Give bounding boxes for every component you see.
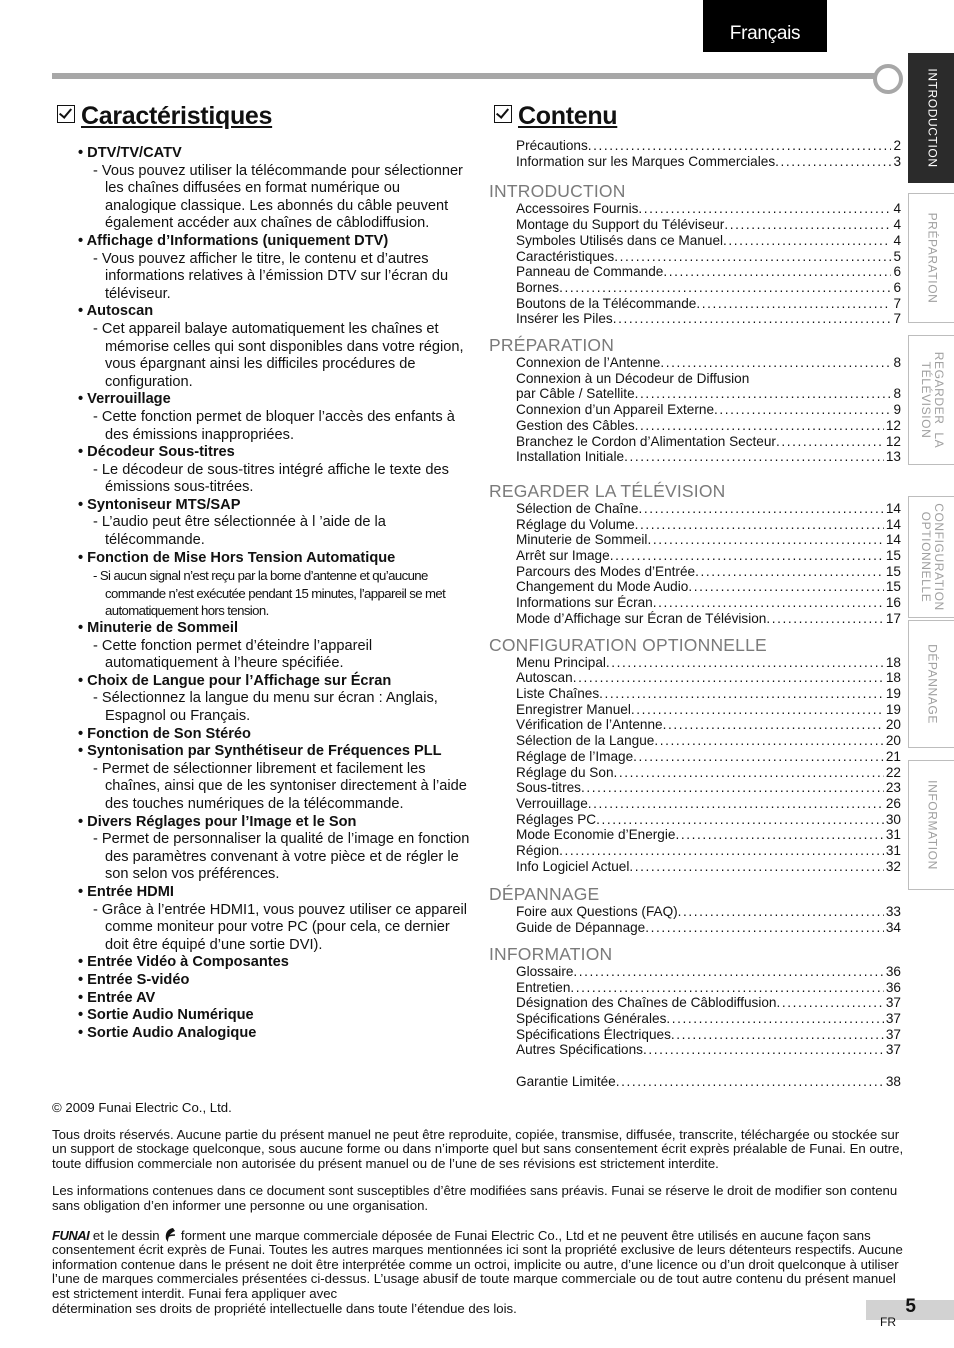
toc-entry [489, 1011, 901, 1027]
side-tab-5[interactable] [908, 620, 954, 748]
feature-description: - Le décodeur de sous-titres intégré affiche le texte des émissions sous-titrées. [78, 462, 473, 497]
toc-entry [489, 532, 901, 548]
toc-entry-label: Gestion des Câbles [516, 417, 635, 433]
funai-logo: FUNAI [52, 1227, 90, 1243]
toc-leader-dots [647, 532, 883, 548]
toc-entry-page: 23 [885, 780, 901, 796]
toc-leader-dots [638, 501, 883, 517]
toc-entry [489, 402, 901, 418]
trademark-notice [52, 1227, 904, 1317]
contents-title: Contenu [494, 102, 617, 131]
toc-entry [489, 1027, 901, 1043]
toc-entry [489, 717, 901, 733]
toc-entry-page: 36 [885, 963, 901, 979]
toc-entry-label: Réglages PC [516, 811, 597, 827]
toc-entry-label: Boutons de la Télécommande [516, 295, 697, 311]
toc-entry-label: Réglage de l’Image [516, 748, 634, 764]
feature-description: - Grâce à l’entrée HDMI1, vous pouvez utiliser ce appareil comme moniteur pour votre PC (pour cela, ce dernier doit être équipé d’une sortie DVI). [78, 902, 473, 955]
toc-entry-page: 30 [885, 811, 901, 827]
toc-entry [489, 1058, 901, 1074]
toc-leader-dots [616, 1074, 884, 1090]
toc-entry-label: Désignation des Chaînes de Câblodiffusion [516, 995, 777, 1011]
toc-entry [489, 702, 901, 718]
toc-entry [489, 670, 901, 686]
feature-title: • Syntonisation par Synthétiseur de Fréquences PLL [78, 743, 473, 761]
feature-description: - Cette fonction permet d’éteindre l’appareil automatiquement à l’heure spécifiée. [78, 638, 473, 673]
toc-entry [489, 843, 901, 859]
toc-entry-page: 22 [885, 764, 901, 780]
toc-entry-page: 31 [885, 843, 901, 859]
feature-title: • Autoscan [78, 303, 473, 321]
toc-leader-dots [660, 355, 891, 371]
toc-entry-page: 19 [885, 685, 901, 701]
toc-entry-label: Garantie Limitée [516, 1073, 616, 1089]
header-rule-end-circle [873, 64, 903, 94]
toc-entry-page: 15 [885, 579, 901, 595]
side-tab-1[interactable] [908, 53, 954, 183]
toc-leader-dots [724, 217, 891, 233]
toc-entry [489, 611, 901, 627]
toc-leader-dots [588, 796, 884, 812]
features-list [78, 145, 473, 1042]
table-of-contents [489, 138, 901, 1089]
toc-leader-dots [573, 670, 884, 686]
copyright: © 2009 Funai Electric Co., Ltd. [52, 1100, 232, 1115]
toc-entry-page: 6 [893, 279, 901, 295]
toc-entry-label: Réglage du Son [516, 764, 614, 780]
toc-leader-dots [645, 920, 884, 936]
toc-entry-label: Minuterie de Sommeil [516, 532, 648, 548]
toc-entry-page: 18 [885, 670, 901, 686]
toc-entry-page: 37 [885, 1042, 901, 1058]
toc-entry [489, 217, 901, 233]
feature-title: • Choix de Langue pour l’Affichage sur Écran [78, 673, 473, 691]
trademark-text: et le dessin [89, 1227, 164, 1243]
toc-entry-label: Autoscan [516, 670, 573, 686]
toc-entry-page: 37 [885, 1026, 901, 1042]
toc-entry [489, 371, 901, 387]
feature-title: • Affichage d’Informations (uniquement DTV) [78, 233, 473, 251]
features-title: Caractéristiques [57, 102, 272, 131]
toc-leader-dots [638, 201, 891, 217]
toc-leader-dots [643, 1042, 884, 1058]
toc-section-heading: DÉPANNAGE [489, 884, 600, 905]
toc-leader-dots [613, 311, 892, 327]
toc-entry [489, 995, 901, 1011]
toc-entry [489, 904, 901, 920]
toc-entry-label: Entretien [516, 979, 571, 995]
toc-section-heading: PRÉPARATION [489, 335, 615, 356]
toc-entry-label: Connexion d’un Appareil Externe [516, 402, 714, 418]
toc-entry-label: Verrouillage [516, 795, 588, 811]
toc-entry-label: Mode d’Affichage sur Écran de Télévision [516, 610, 767, 626]
toc-section-heading: REGARDER LA TÉLÉVISION [489, 480, 726, 501]
side-tab-label: INFORMATION [925, 780, 939, 870]
toc-entry-label: Information sur les Marques Commerciales [516, 153, 776, 169]
toc-entry [489, 733, 901, 749]
toc-entry [489, 418, 901, 434]
toc-section-heading: INTRODUCTION [489, 181, 626, 202]
toc-leader-dots [599, 686, 884, 702]
toc-entry [489, 355, 901, 371]
toc-leader-dots [614, 765, 884, 781]
modification-notice: Les informations contenues dans ce document sont susceptibles d’être modifiées sans préavis. Funai se réserve le droit de modifier son contenu sans obligation d’en informer une personne ou une organisation. [52, 1183, 898, 1213]
toc-entry-page: 15 [885, 548, 901, 564]
toc-entry [489, 501, 901, 517]
toc-entry-label: Glossaire [516, 963, 574, 979]
toc-entry-page: 4 [893, 232, 901, 248]
toc-entry-label: Réglage du Volume [516, 516, 635, 532]
toc-entry-label: Liste Chaînes [516, 685, 600, 701]
toc-entry-label: Guide de Dépannage [516, 920, 646, 936]
toc-entry-page: 14 [885, 500, 901, 516]
toc-entry-label: Connexion de l’Antenne [516, 355, 661, 371]
toc-entry-label: Menu Principal [516, 654, 606, 670]
toc-entry-page: 21 [885, 748, 901, 764]
toc-entry-page: 32 [885, 858, 901, 874]
toc-entry [489, 233, 901, 249]
toc-entry [489, 812, 901, 828]
feature-title: • Fonction de Son Stéréo [78, 726, 473, 744]
feature-title: • Sortie Audio Analogique [78, 1025, 473, 1043]
toc-entry-page: 15 [885, 563, 901, 579]
toc-entry [489, 780, 901, 796]
toc-entry [489, 386, 901, 402]
feature-title: • Syntoniseur MTS/SAP [78, 497, 473, 515]
toc-entry-page: 36 [885, 979, 901, 995]
feature-description: - Sélectionnez la langue du menu sur écran : Anglais, Espagnol ou Français. [78, 690, 473, 725]
toc-leader-dots [588, 138, 892, 154]
toc-leader-dots [573, 964, 883, 980]
toc-entry-page: 4 [893, 201, 901, 217]
header-rule [52, 73, 878, 79]
feature-description: - Cette fonction permet de bloquer l’accès des enfants à des émissions inappropriées. [78, 409, 473, 444]
toc-entry-page: 9 [893, 402, 901, 418]
toc-leader-dots [688, 579, 884, 595]
toc-entry-page: 14 [885, 532, 901, 548]
toc-entry-page: 16 [885, 595, 901, 611]
toc-leader-dots [766, 611, 884, 627]
toc-entry [489, 1042, 901, 1058]
toc-entry [489, 138, 901, 154]
toc-entry-label: Sélection de Chaîne [516, 500, 639, 516]
side-tab-3[interactable] [908, 335, 954, 465]
trademark-text: détermination ses droits de propriété intellectuelle dans toute l’étendue des lois. [52, 1300, 517, 1316]
toc-leader-dots [596, 812, 884, 828]
footer [52, 1101, 904, 1316]
checkbox-icon [57, 105, 75, 123]
toc-entry [489, 311, 901, 327]
toc-entry-page: 6 [893, 264, 901, 280]
toc-entry-page: 2 [893, 138, 901, 153]
side-tab-label: DÉPANNAGE [925, 644, 939, 724]
toc-entry-label: Parcours des Modes d’Entrée [516, 563, 696, 579]
toc-entry [489, 517, 901, 533]
feature-title: • Divers Réglages pour l’Image et le Son [78, 814, 473, 832]
toc-entry-label: Symboles Utilisés dans ce Manuel [516, 232, 724, 248]
toc-entry [489, 264, 901, 280]
toc-entry [489, 249, 901, 265]
toc-entry [489, 280, 901, 296]
toc-leader-dots [635, 386, 892, 402]
toc-entry-label: Bornes [516, 279, 560, 295]
toc-entry-label: Vérification de l’Antenne [516, 717, 663, 733]
feature-title: • Sortie Audio Numérique [78, 1007, 473, 1025]
side-tab-label: REGARDER LA TÉLÉVISION [918, 351, 946, 449]
toc-leader-dots [776, 995, 883, 1011]
toc-entry-label: Montage du Support du Téléviseur [516, 217, 725, 233]
toc-leader-dots [678, 904, 884, 920]
toc-entry-label: Connexion à un Décodeur de Diffusion [516, 370, 750, 386]
toc-entry [489, 859, 901, 875]
toc-leader-dots [663, 717, 884, 733]
toc-entry-label: Panneau de Commande [516, 264, 664, 280]
toc-entry [489, 765, 901, 781]
toc-leader-dots [723, 233, 891, 249]
feature-description: - Vous pouvez afficher le titre, le contenu et d’autres informations relatives à l’émission DTV sur l’écran du téléviseur. [78, 251, 473, 304]
toc-leader-dots [581, 780, 884, 796]
feature-description: - Vous pouvez utiliser la télécommande pour sélectionner les chaînes diffusées en format numérique ou analogique classique. Les abonnés du câble peuvent également accéder aux chaînes de câblodiffusion. [78, 163, 473, 233]
toc-entry-page: 38 [885, 1073, 901, 1089]
feature-title: • Minuterie de Sommeil [78, 620, 473, 638]
toc-entry-label: Arrêt sur Image [516, 548, 610, 564]
toc-leader-dots [606, 655, 884, 671]
toc-leader-dots [695, 564, 884, 580]
toc-entry-label: Enregistrer Manuel [516, 701, 631, 717]
feature-description: - Cet appareil balaye automatiquement les chaînes et mémorise celles qui sont disponibles dans votre région, vous épargnant ainsi les difficiles procédures de configuration. [78, 321, 473, 391]
toc-entry-page: 12 [885, 417, 901, 433]
page-number: 5 [905, 1296, 916, 1317]
toc-entry-page: 3 [893, 153, 901, 169]
toc-entry-page: 20 [885, 733, 901, 749]
toc-leader-dots [653, 595, 884, 611]
toc-section-heading: INFORMATION [489, 943, 613, 964]
toc-entry-page: 8 [893, 355, 901, 371]
side-tab-label: INTRODUCTION [925, 68, 939, 168]
toc-entry-label: par Câble / Satellite [516, 386, 635, 402]
toc-entry-page: 37 [885, 995, 901, 1011]
side-tab-label: CONFIGURATION OPTIONNELLE [918, 503, 946, 611]
toc-entry-page: 12 [885, 433, 901, 449]
toc-entry-label: Insérer les Piles [516, 311, 613, 327]
feature-title: • Entrée Vidéo à Composantes [78, 954, 473, 972]
toc-entry [489, 595, 901, 611]
side-tab-label: PRÉPARATION [925, 212, 939, 304]
toc-entry [489, 449, 901, 465]
funai-design-icon [163, 1227, 177, 1243]
toc-entry-page: 20 [885, 717, 901, 733]
feature-title: • Entrée S-vidéo [78, 972, 473, 990]
toc-leader-dots [663, 264, 891, 280]
toc-entry-label: Spécifications Électriques [516, 1026, 671, 1042]
toc-entry-page: 33 [885, 904, 901, 920]
toc-entry-label: Changement du Mode Audio [516, 579, 689, 595]
toc-entry-page: 8 [893, 386, 901, 402]
feature-description: - Si aucun signal n’est reçu par la borne d’antenne et qu’aucune commande n’est exécutée pendant 15 minutes, l’appareil se met automatiquement hors tension. [78, 567, 473, 620]
toc-entry-label: Mode Economie d’Energie [516, 827, 676, 843]
language-tab: Français [703, 0, 827, 52]
checkbox-icon [494, 105, 512, 123]
toc-leader-dots [610, 548, 884, 564]
toc-leader-dots [671, 1027, 884, 1043]
toc-entry [489, 827, 901, 843]
toc-leader-dots [654, 733, 884, 749]
toc-entry [489, 201, 901, 217]
toc-leader-dots [624, 449, 884, 465]
toc-entry-page: 14 [885, 516, 901, 532]
toc-entry [489, 749, 901, 765]
feature-title: • DTV/TV/CATV [78, 145, 473, 163]
toc-leader-dots [696, 296, 891, 312]
feature-title: • Fonction de Mise Hors Tension Automatique [78, 550, 473, 568]
toc-leader-dots [714, 402, 891, 418]
toc-entry-page: 34 [885, 920, 901, 936]
toc-leader-dots [633, 749, 884, 765]
toc-leader-dots [675, 827, 883, 843]
toc-entry-page: 31 [885, 827, 901, 843]
toc-entry-label: Foire aux Questions (FAQ) [516, 904, 678, 920]
side-tab-2[interactable] [908, 193, 954, 323]
toc-leader-dots [570, 980, 883, 996]
toc-entry-label: Info Logiciel Actuel [516, 858, 630, 874]
feature-title: • Entrée AV [78, 990, 473, 1008]
side-tab-4[interactable] [908, 496, 954, 618]
toc-entry [489, 1074, 901, 1090]
toc-leader-dots [559, 280, 891, 296]
toc-entry-page: 18 [885, 654, 901, 670]
toc-leader-dots [635, 517, 884, 533]
feature-description: - Permet de sélectionner librement et facilement les chaînes, ainsi que de les syntoniser directement à l’aide des touches numériques de la télécommande. [78, 761, 473, 814]
toc-entry-label: Sous-titres [516, 780, 581, 796]
toc-entry-label: Accessoires Fournis [516, 201, 639, 217]
toc-entry-label: Caractéristiques [516, 248, 615, 264]
toc-entry-page: 4 [893, 217, 901, 233]
toc-entry [489, 655, 901, 671]
toc-leader-dots [629, 859, 884, 875]
toc-entry-page: 7 [893, 311, 901, 327]
side-tab-6[interactable] [908, 760, 954, 890]
toc-entry-label: Installation Initiale [516, 449, 625, 465]
toc-leader-dots [666, 1011, 884, 1027]
toc-entry-page: 26 [885, 795, 901, 811]
rights-notice: Tous droits réservés. Aucune partie du présent manuel ne peut être reproduite, copiée, transmise, diffusée, transcrite, téléchargée ou stockée sur un support de stockage quelconque, sous aucune forme ou dans n’importe quel but sans consentement écrit exprès préalable de Funai. En outre, toute diffusion commerciale non autorisée du présent manuel ou de l’une de ses révisions est strictement interdite. [52, 1126, 904, 1171]
toc-entry [489, 548, 901, 564]
trademark-text: forment une marque commerciale déposée de Funai Electric Co., Ltd et ne peuvent être utilisés en aucune façon sans consentement écrit exprès de Funai. Toutes les autres marques mentionnées ici sont la propriété exclusive de leurs détenteurs respectifs. Aucune information contenue dans le présent ne doit être interprétée comme un octroi, implicite ou autre, d’une licence ou d’un droit quelconque à utiliser l’une de marques commerciales présentées ci-dessus. L’usage abusif de toute marque commerciale ou de tout autre contenu du présent manuel est strictement interdit. Funai fera appliquer avec [52, 1227, 903, 1301]
toc-entry-page: 37 [885, 1010, 901, 1026]
toc-leader-dots [635, 418, 884, 434]
toc-leader-dots [775, 154, 891, 170]
toc-entry-page: 13 [885, 449, 901, 465]
toc-entry [489, 434, 901, 450]
feature-description: - Permet de personnaliser la qualité de l’image en fonction des paramètres convenant à votre pièce et de régler le son selon vos préférences. [78, 831, 473, 884]
toc-entry-page: 17 [885, 610, 901, 626]
toc-leader-dots [631, 702, 884, 718]
feature-description: - L’audio peut être sélectionnée à l ’aide de la télécommande. [78, 514, 473, 549]
toc-entry [489, 686, 901, 702]
toc-entry-label: Précautions [516, 138, 588, 153]
toc-entry [489, 154, 901, 170]
toc-entry-label: Région [516, 843, 560, 859]
toc-entry [489, 296, 901, 312]
toc-entry [489, 579, 901, 595]
toc-entry [489, 964, 901, 980]
toc-entry-page: 19 [885, 701, 901, 717]
toc-entry [489, 920, 901, 936]
feature-title: • Verrouillage [78, 391, 473, 409]
toc-leader-dots [559, 843, 884, 859]
toc-leader-dots [614, 249, 891, 265]
toc-entry [489, 796, 901, 812]
toc-leader-dots [776, 434, 884, 450]
toc-entry-label: Informations sur Écran [516, 595, 653, 611]
feature-title: • Décodeur Sous-titres [78, 444, 473, 462]
toc-section-heading: CONFIGURATION OPTIONNELLE [489, 634, 767, 655]
toc-entry-label: Autres Spécifications [516, 1042, 643, 1058]
feature-title: • Entrée HDMI [78, 884, 473, 902]
toc-entry-page: 5 [893, 248, 901, 264]
toc-entry-page: 7 [893, 295, 901, 311]
toc-entry [489, 564, 901, 580]
page-language-code: FR [880, 1315, 896, 1329]
toc-entry [489, 980, 901, 996]
toc-entry-label: Branchez le Cordon d’Alimentation Secteur [516, 433, 776, 449]
toc-entry-label: Spécifications Générales [516, 1010, 667, 1026]
toc-entry-label: Sélection de la Langue [516, 733, 655, 749]
